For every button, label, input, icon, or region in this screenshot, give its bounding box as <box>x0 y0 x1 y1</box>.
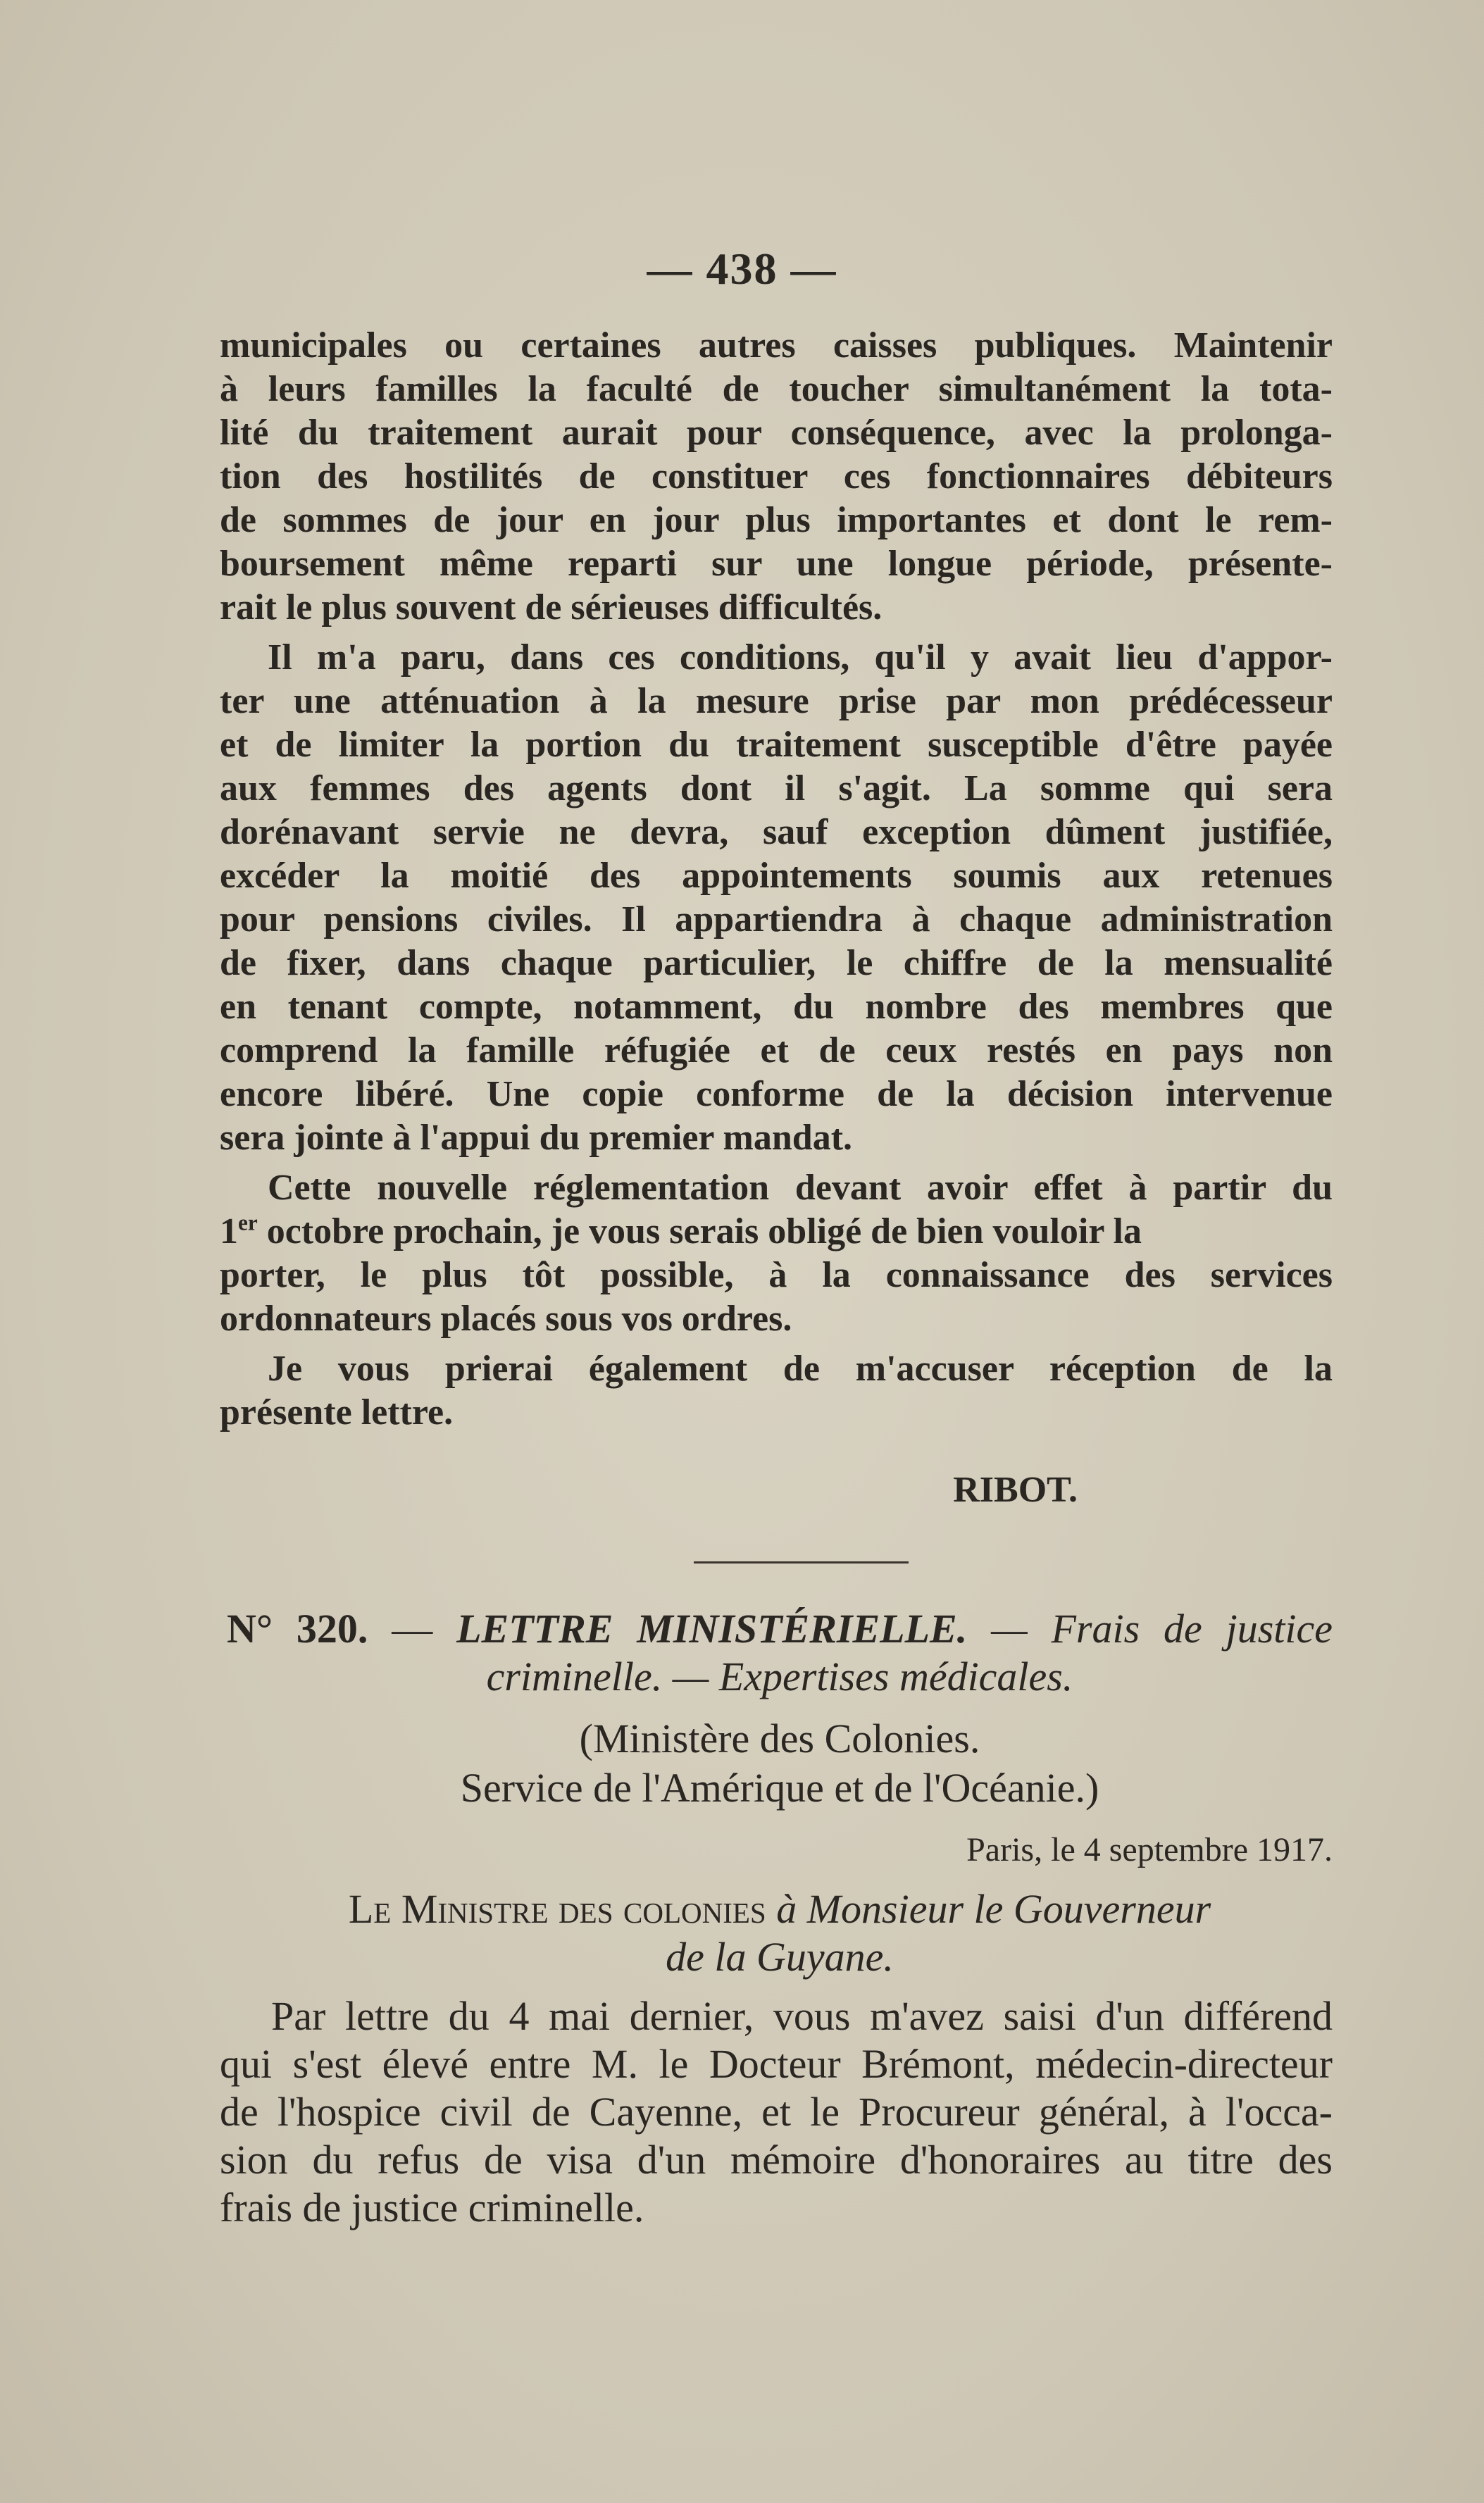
text-line: excéder la moitié des appointements soumis aux retenues <box>220 856 1333 896</box>
letter-subject: — Frais de justice <box>967 1606 1333 1652</box>
paragraph-first-line: Je vous prierai également de m'accuser réception de la <box>268 1349 1333 1389</box>
text-line-with-ordinal <box>220 1210 1333 1254</box>
text-line: ordonnateurs placés sous vos ordres. <box>220 1299 792 1339</box>
address-line <box>227 1886 1333 1933</box>
ordinal-suffix: er <box>238 1210 258 1235</box>
text-line: ter une atténuation à la mesure prise par mon prédécesseur <box>220 681 1333 721</box>
paragraph-first-line: Par lettre du 4 mai dernier, vous m'avez saisi d'un différend <box>271 1993 1333 2039</box>
paragraph-first-line: Il m'a paru, dans ces conditions, qu'il y avait lieu d'appor- <box>268 637 1333 678</box>
letter-subject-cont: criminelle. — Expertises médicales. <box>486 1654 1073 1699</box>
sender: Le Ministre des colonies <box>348 1886 766 1932</box>
text-line: lité du traitement aurait pour conséquence, avec la prolonga- <box>220 413 1333 453</box>
text-line: de fixer, dans chaque particulier, le chiffre de la mensualité <box>220 943 1333 983</box>
text-line: qui s'est élevé entre M. le Docteur Brémont, médecin-directeur <box>220 2041 1333 2087</box>
text-line: octobre prochain, je vous serais obligé de bien vouloir la <box>266 1211 1142 1252</box>
text-line: en tenant compte, notamment, du nombre des membres que <box>220 987 1333 1027</box>
text-line: tion des hostilités de constituer ces fonctionnaires débiteurs <box>220 456 1333 497</box>
text-line: municipales ou certaines autres caisses publiques. Maintenir <box>220 325 1333 366</box>
heading-dash: — <box>368 1606 457 1652</box>
text-line: de sommes de jour en jour plus importantes et dont le rem- <box>220 500 1333 540</box>
text-line: rait le plus souvent de sérieuses difficultés. <box>220 587 883 628</box>
text-line: boursement même reparti sur une longue période, présente- <box>220 544 1333 584</box>
text-line: porter, le plus tôt possible, à la connaissance des services <box>220 1255 1333 1295</box>
text-line: aux femmes des agents dont il s'agit. La somme qui sera <box>220 768 1333 809</box>
text-line: encore libéré. Une copie conforme de la décision intervenue <box>220 1074 1333 1114</box>
text-line: comprend la famille réfugiée et de ceux restés en pays non <box>220 1030 1333 1071</box>
text-line: dorénavant servie ne devra, sauf exception dûment justifiée, <box>220 812 1333 852</box>
letter-number: N° 320. <box>227 1606 368 1652</box>
section-divider <box>694 1561 909 1563</box>
text-line: sion du refus de visa d'un mémoire d'honoraires au titre des <box>220 2137 1333 2183</box>
service-line: Service de l'Amérique et de l'Océanie.) <box>460 1765 1099 1811</box>
paragraph-first-line: Cette nouvelle réglementation devant avoir effet à partir du <box>268 1168 1333 1208</box>
page-number: — 438 — <box>647 244 837 294</box>
letter-date: Paris, le 4 septembre 1917. <box>966 1831 1333 1868</box>
text-line: à leurs familles la faculté de toucher simultanément la tota- <box>220 369 1333 409</box>
ordinal-number: 1 <box>220 1211 238 1252</box>
recipient: à Monsieur le Gouverneur <box>766 1886 1211 1932</box>
text-line: sera jointe à l'appui du premier mandat. <box>220 1118 853 1158</box>
recipient-cont: de la Guyane. <box>666 1934 894 1980</box>
text-line: et de limiter la portion du traitement susceptible d'être payée <box>220 725 1333 765</box>
ministry-line: (Ministère des Colonies. <box>579 1716 980 1761</box>
text-line: de l'hospice civil de Cayenne, et le Procureur général, à l'occa- <box>220 2089 1333 2135</box>
text-line: frais de justice criminelle. <box>220 2185 644 2230</box>
text-line: présente lettre. <box>220 1392 454 1432</box>
text-line: pour pensions civiles. Il appartiendra à chaque administration <box>220 899 1333 940</box>
letter-heading <box>227 1606 1333 1652</box>
letter-title: LETTRE MINISTÉRIELLE. <box>456 1606 968 1652</box>
signature: RIBOT. <box>953 1470 1078 1510</box>
